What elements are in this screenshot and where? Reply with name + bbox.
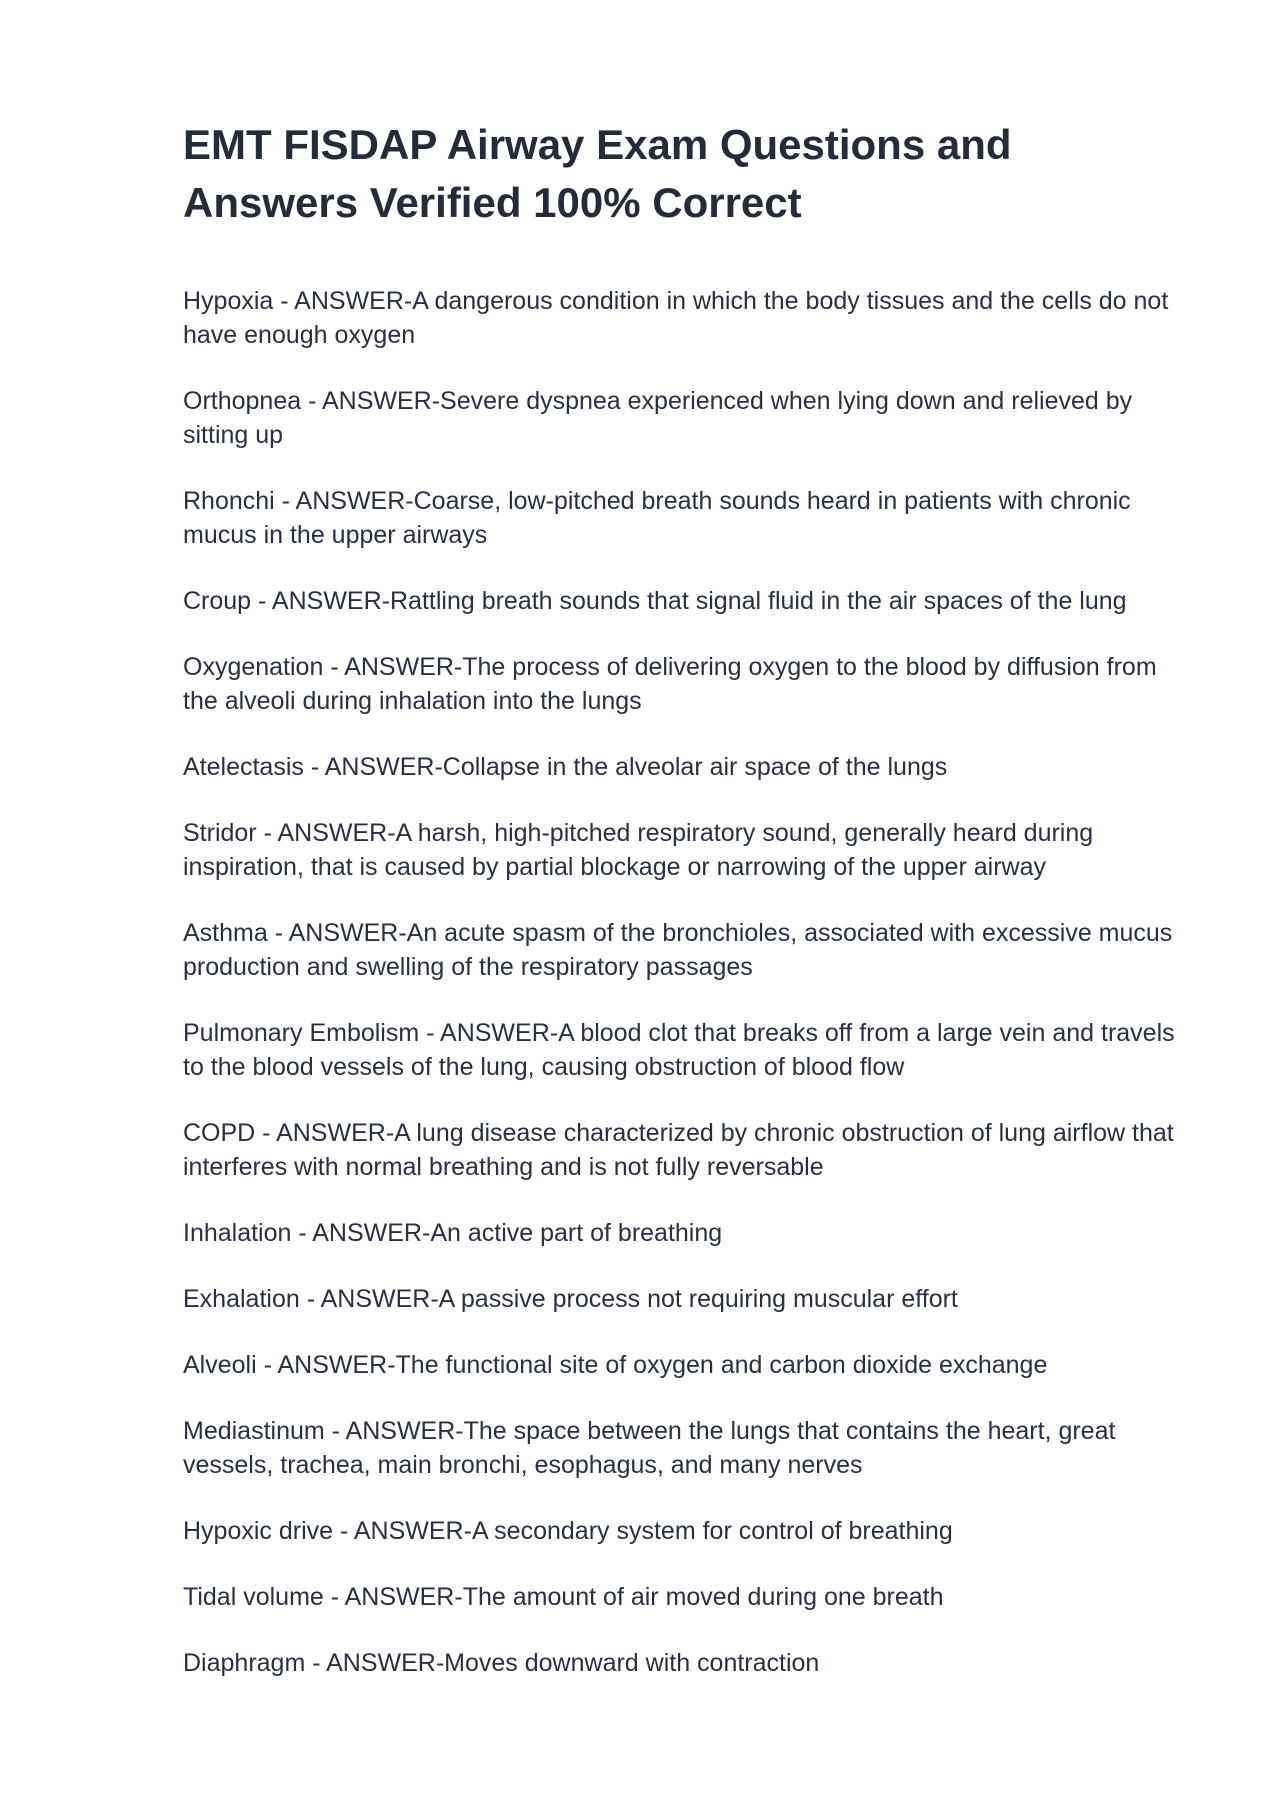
entry-diaphragm: Diaphragm - ANSWER-Moves downward with contraction bbox=[183, 1649, 820, 1677]
entry-pulmonary-embolism: Pulmonary Embolism - ANSWER-A blood clot that breaks off from a large vein and travels to the blood vessels of the lung, causing obstruction of blood flow bbox=[183, 1019, 1175, 1081]
entry-copd: COPD - ANSWER-A lung disease characterized by chronic obstruction of lung airflow that interferes with normal breathing and is not fully reversable bbox=[183, 1119, 1174, 1181]
entry-rhonchi: Rhonchi - ANSWER-Coarse, low-pitched breath sounds heard in patients with chronic mucus in the upper airways bbox=[183, 487, 1131, 549]
entry-tidal-volume: Tidal volume - ANSWER-The amount of air moved during one breath bbox=[183, 1583, 944, 1611]
entry-alveoli: Alveoli - ANSWER-The functional site of oxygen and carbon dioxide exchange bbox=[183, 1351, 1048, 1379]
entry-asthma: Asthma - ANSWER-An acute spasm of the bronchioles, associated with excessive mucus production and swelling of the respiratory passages bbox=[183, 919, 1173, 981]
entry-atelectasis: Atelectasis - ANSWER-Collapse in the alveolar air space of the lungs bbox=[183, 753, 948, 781]
entry-orthopnea: Orthopnea - ANSWER-Severe dyspnea experienced when lying down and relieved by sitting up bbox=[183, 387, 1133, 449]
entry-croup: Croup - ANSWER-Rattling breath sounds that signal fluid in the air spaces of the lung bbox=[183, 587, 1127, 615]
entry-list bbox=[183, 284, 1183, 1680]
entry-hypoxic-drive: Hypoxic drive - ANSWER-A secondary system for control of breathing bbox=[183, 1517, 953, 1545]
entry-exhalation: Exhalation - ANSWER-A passive process not requiring muscular effort bbox=[183, 1285, 958, 1313]
document-page bbox=[183, 116, 1183, 1712]
entry-mediastinum: Mediastinum - ANSWER-The space between the lungs that contains the heart, great vessels, trachea, main bronchi, esophagus, and many nerves bbox=[183, 1417, 1116, 1479]
entry-hypoxia: Hypoxia - ANSWER-A dangerous condition in which the body tissues and the cells do not have enough oxygen bbox=[183, 287, 1169, 349]
document-title: EMT FISDAP Airway Exam Questions and Answers Verified 100% Correct bbox=[183, 121, 1012, 226]
entry-stridor: Stridor - ANSWER-A harsh, high-pitched respiratory sound, generally heard during inspiration, that is caused by partial blockage or narrowing of the upper airway bbox=[183, 819, 1094, 881]
entry-oxygenation: Oxygenation - ANSWER-The process of delivering oxygen to the blood by diffusion from the alveoli during inhalation into the lungs bbox=[183, 653, 1157, 715]
entry-inhalation: Inhalation - ANSWER-An active part of breathing bbox=[183, 1219, 723, 1247]
